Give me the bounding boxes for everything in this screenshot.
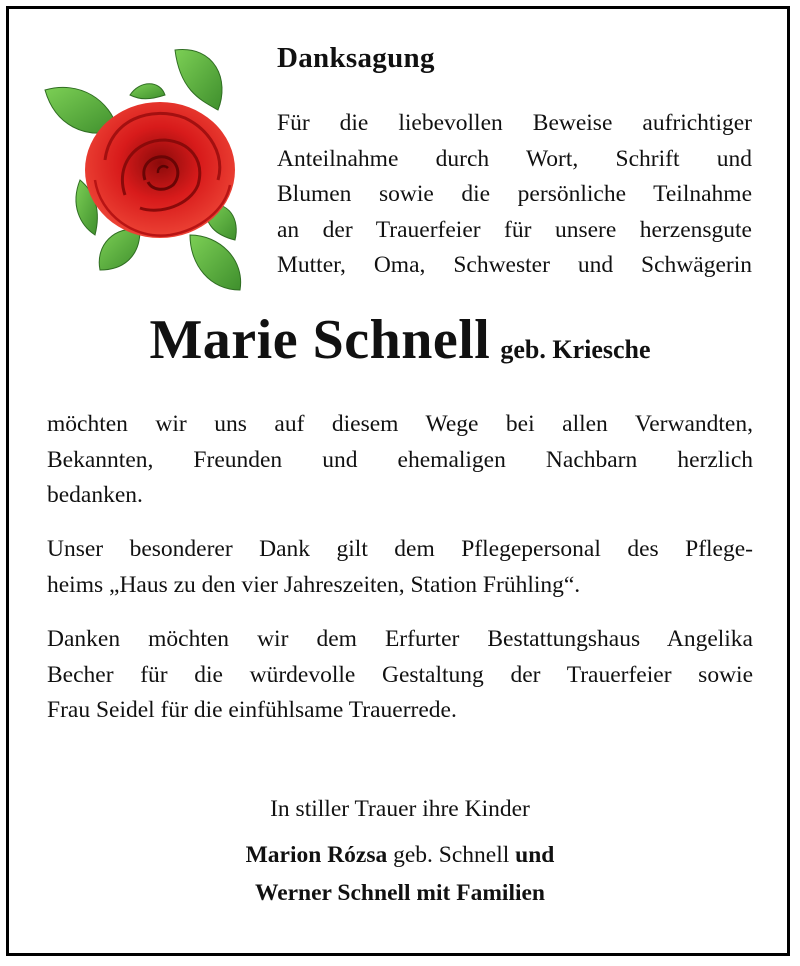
signature-line-2: Werner Schnell mit Familien — [254, 880, 546, 906]
signature-birth-name: geb. Schnell — [393, 842, 510, 868]
intro-line: Für die liebevollen Beweise aufrichtiger — [277, 110, 752, 136]
mourners-line: In stiller Trauer ihre Kinder — [270, 796, 530, 822]
paragraph-line: bedanken. — [47, 482, 143, 508]
deceased-name: Marie Schnell — [149, 309, 491, 371]
intro-line: Anteilnahme durch Wort, Schrift und — [277, 145, 752, 172]
intro-text — [277, 106, 752, 284]
thanks-paragraph-2 — [47, 532, 753, 603]
notice-heading: Danksagung — [277, 42, 435, 74]
deceased-name-line — [0, 308, 800, 372]
paragraph-line: Unser besonderer Dank gilt dem Pflegepersonal des Pflege- — [47, 536, 753, 562]
paragraph-line: Frau Seidel für die einfühlsame Trauerrede. — [47, 697, 457, 723]
birth-name: geb. Kriesche — [500, 335, 651, 364]
signature-conjunction: und — [515, 842, 555, 868]
intro-line: Blumen sowie die persönliche Teilnahme — [277, 181, 752, 207]
signature-line-1 — [0, 842, 800, 869]
intro-line: an der Trauerfeier für unsere herzensgute — [277, 216, 752, 243]
paragraph-line: Becher für die würdevolle Gestaltung der Trauerfeier sowie — [47, 661, 753, 688]
paragraph-line: heims „Haus zu den vier Jahreszeiten, Station Frühling“. — [47, 571, 581, 598]
intro-line: Mutter, Oma, Schwester und Schwägerin — [277, 252, 752, 278]
rose-icon — [40, 40, 250, 295]
paragraph-line: möchten wir uns auf diesem Wege bei allen Verwandten, — [47, 411, 753, 437]
thanks-paragraph-1 — [47, 407, 753, 514]
paragraph-line: Bekannten, Freunden und ehemaligen Nachbarn herzlich — [47, 446, 753, 473]
signature-name-1: Marion Rózsa — [245, 842, 388, 868]
paragraph-line: Danken möchten wir dem Erfurter Bestattungshaus Angelika — [47, 626, 753, 652]
thanks-paragraph-3 — [47, 622, 753, 729]
